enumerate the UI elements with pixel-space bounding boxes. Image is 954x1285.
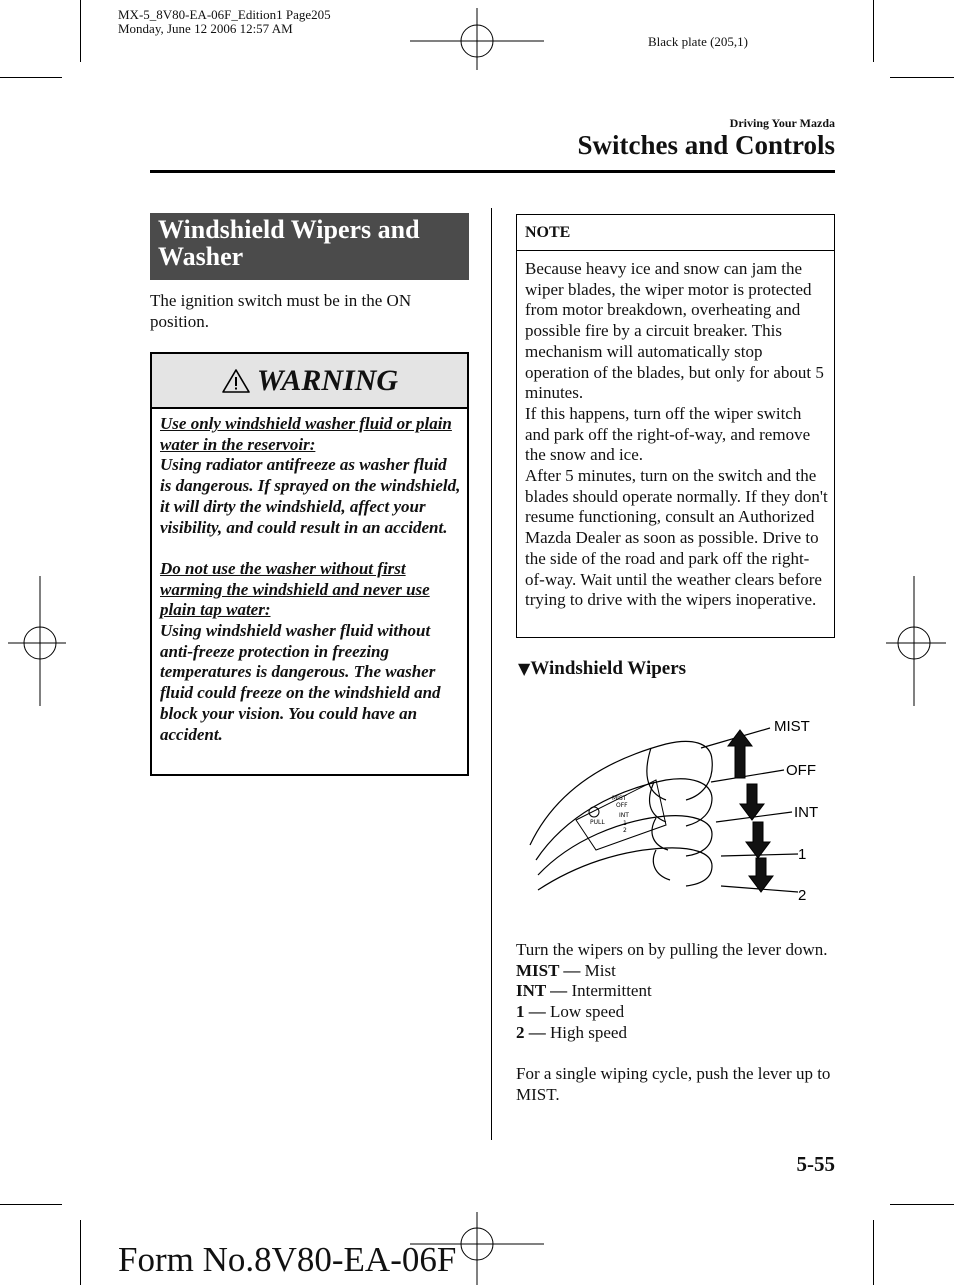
- note-paragraph: Because heavy ice and snow can jam the wiper blades, the wiper motor is protected from motor breakdown, overheating and possible fire by a circuit breaker. This mechanism will automatically stop operation of the blades, but only for about 5 minutes.: [525, 259, 824, 403]
- note-label: NOTE: [517, 215, 834, 251]
- label-off: OFF: [786, 762, 816, 779]
- topic-title: Windshield Wipers and Washer: [150, 213, 469, 280]
- note-paragraph: If this happens, turn off the wiper switch and park off the right-of-way, and remove the snow and ice.: [525, 403, 811, 465]
- note-paragraph: After 5 minutes, turn on the switch and the blades should operate normally. If they don't resume functioning, consult an Authorized Mazda Dealer as soon as possible. Drive to the side of the road and park off the right-of-way. Wait until the weather clears before trying to drive with the wipers inoperative.: [525, 466, 828, 610]
- mode-row: [516, 981, 836, 1002]
- label-mist: MIST: [774, 718, 810, 735]
- slug-file: MX-5_8V80-EA-06F_Edition1 Page205: [118, 7, 331, 22]
- mode-value: Mist: [580, 960, 616, 980]
- crop-mark: [80, 1220, 81, 1285]
- intro-text: The ignition switch must be in the ON position.: [150, 291, 412, 331]
- page-number: 5-55: [796, 1152, 835, 1176]
- mode-row: [516, 1002, 836, 1023]
- warning-triangle-icon: [221, 368, 251, 394]
- warning-header: [152, 354, 467, 409]
- subsection-heading: [518, 658, 686, 680]
- label-int: INT: [794, 804, 819, 821]
- crop-mark: [890, 1204, 954, 1205]
- form-number: Form No.8V80-EA-06F: [118, 1240, 457, 1279]
- plate-label: Black plate (205,1): [648, 34, 748, 49]
- crop-mark: [0, 77, 62, 78]
- crop-mark: [873, 0, 874, 62]
- warning-item2-heading: Do not use the washer without first warming the windshield and never use plain tap water:: [160, 558, 430, 620]
- mode-key: 1 —: [516, 1002, 546, 1022]
- chapter-title: Driving Your Mazda: [729, 116, 835, 130]
- mode-key: 2 —: [516, 1022, 546, 1042]
- lever-off-text: OFF: [616, 802, 628, 809]
- crop-mark: [890, 77, 954, 78]
- mode-row: [516, 1023, 836, 1044]
- registration-mark: [410, 8, 544, 74]
- note-box: [516, 214, 835, 638]
- label-2: 2: [798, 887, 807, 904]
- triangle-marker-icon: ▼: [518, 659, 531, 678]
- warning-box: [150, 352, 469, 776]
- registration-mark: [8, 576, 66, 706]
- wiper-instructions: [516, 940, 836, 1106]
- slug-date: Monday, June 12 2006 12:57 AM: [118, 21, 293, 36]
- warning-label: WARNING: [256, 363, 399, 397]
- header-rule: [150, 170, 835, 173]
- mode-row: [516, 961, 836, 982]
- label-1: 1: [798, 846, 807, 863]
- mode-value: High speed: [545, 1022, 627, 1042]
- lever-1-text: 1: [623, 820, 627, 827]
- mode-value: Intermittent: [567, 981, 652, 1001]
- lever-pull-text: PULL: [590, 819, 605, 826]
- note-body: [525, 259, 828, 611]
- mode-key: MIST —: [516, 960, 581, 980]
- lever-2-text: 2: [623, 827, 627, 834]
- wiper-lever-diagram: [516, 700, 836, 910]
- instruction-closing: For a single wiping cycle, push the lever up to MIST.: [516, 1064, 831, 1104]
- print-slug: [118, 8, 331, 36]
- registration-mark: [886, 576, 946, 706]
- instruction-intro: Turn the wipers on by pulling the lever down.: [516, 940, 828, 959]
- warning-item2-text: Using windshield washer fluid without anti-freeze protection in freezing temperatures is dangerous. The washer fluid could freeze on the windshield and block your vision. You could have an accident.: [160, 621, 441, 744]
- crop-mark: [0, 1204, 62, 1205]
- crop-mark: [873, 1220, 874, 1285]
- crop-mark: [80, 0, 81, 62]
- mode-value: Low speed: [545, 1002, 625, 1022]
- subsection-title: Windshield Wipers: [530, 658, 687, 679]
- lever-mist-text: MIST: [612, 795, 627, 802]
- warning-item1-heading: Use only windshield washer fluid or plain water in the reservoir:: [160, 414, 452, 454]
- column-divider: [491, 208, 492, 1140]
- warning-item1-text: Using radiator antifreeze as washer fluid is dangerous. If sprayed on the windshield, it will dirty the windshield, affect your visibility, and could result in an accident.: [160, 455, 461, 537]
- lever-int-text: INT: [619, 812, 629, 819]
- warning-body: [160, 414, 461, 766]
- mode-key: INT —: [516, 981, 568, 1001]
- section-title: Switches and Controls: [577, 130, 835, 160]
